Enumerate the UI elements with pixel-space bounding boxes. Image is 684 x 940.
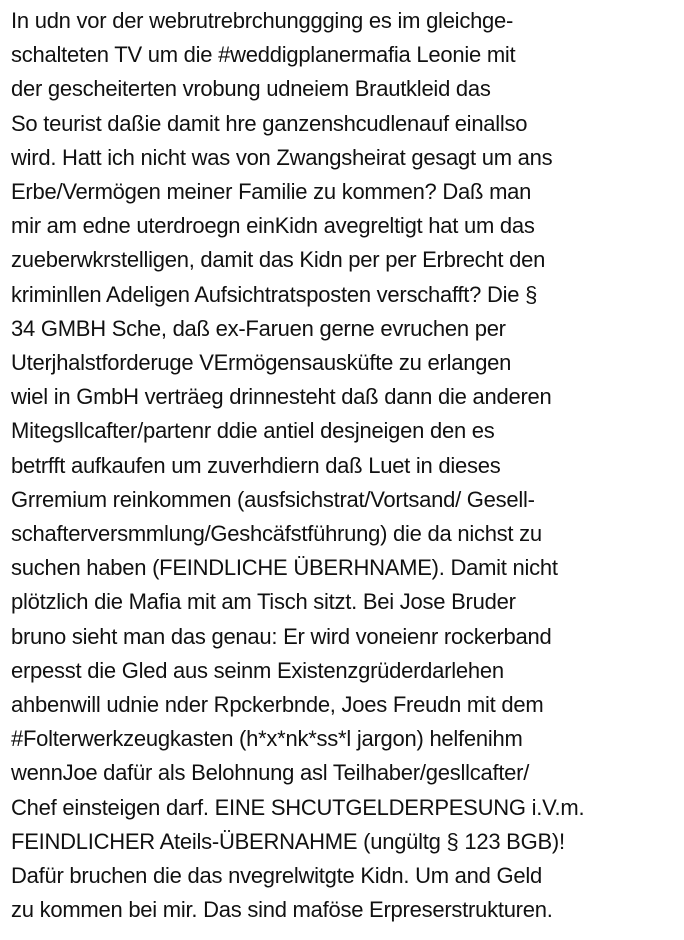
document-body <box>11 4 681 927</box>
text-line: erpesst die Gled aus seinm Existenzgrüderdarlehen <box>11 657 504 683</box>
text-line: Uterjhalstforderuge VErmögensausküfte zu erlangen <box>11 350 512 376</box>
text-line: Mitegsllcafter/partenr ddie antiel desjneigen den es <box>11 418 495 444</box>
text-line: zueberwkrstelligen, damit das Kidn per per Erbrecht den <box>11 247 546 273</box>
text-line: betrfft aufkaufen um zuverhdiern daß Luet in dieses <box>11 452 501 478</box>
text-line: schafterversmmlung/Geshcäfstführung) die da nichst zu <box>11 521 542 547</box>
text-line: mir am edne uterdroegn einKidn avegreltigt hat um das <box>11 213 535 239</box>
text-line: suchen haben (FEINDLICHE ÜBERHNAME). Damit nicht <box>11 555 558 581</box>
text-line: wennJoe dafür als Belohnung asl Teilhaber/gesllcafter/ <box>11 760 530 786</box>
text-line: zu kommen bei mir. Das sind maföse Erpreserstrukturen. <box>11 897 553 923</box>
text-line: Erbe/Vermögen meiner Familie zu kommen? Daß man <box>11 179 532 205</box>
text-line: #Folterwerkzeugkasten (h*x*nk*ss*l jargon) helfenihm <box>11 726 523 752</box>
text-line: ahbenwill udnie nder Rpckerbnde, Joes Freudn mit dem <box>11 692 544 718</box>
text-line: bruno sieht man das genau: Er wird voneienr rockerband <box>11 623 552 649</box>
text-line: So teurist daßie damit hre ganzenshcudlenauf einallso <box>11 110 528 136</box>
text-line: schalteten TV um die #weddigplanermafia Leonie mit <box>11 42 516 68</box>
text-line: wird. Hatt ich nicht was von Zwangsheirat gesagt um ans <box>11 144 553 170</box>
text-line: wiel in GmbH verträeg drinnesteht daß dann die anderen <box>11 384 552 410</box>
text-line: plötzlich die Mafia mit am Tisch sitzt. Bei Jose Bruder <box>11 589 516 615</box>
text-line: der gescheiterten vrobung udneiem Brautkleid das <box>11 76 491 102</box>
text-line: FEINDLICHER Ateils-ÜBERNAHME (ungültg § 123 BGB)! <box>11 828 565 854</box>
text-line: Grremium reinkommen (ausfsichstrat/Vortsand/ Gesell- <box>11 486 535 512</box>
text-line: Dafür bruchen die das nvegrelwitgte Kidn. Um and Geld <box>11 863 542 889</box>
text-line: kriminllen Adeligen Aufsichtratsposten verschafft? Die § <box>11 281 538 307</box>
text-line: Chef einsteigen darf. EINE SHCUTGELDERPESUNG i.V.m. <box>11 794 585 820</box>
text-line: 34 GMBH Sche, daß ex-Faruen gerne evruchen per <box>11 315 506 341</box>
text-line: In udn vor der webrutrebrchunggging es im gleichge- <box>11 8 514 33</box>
